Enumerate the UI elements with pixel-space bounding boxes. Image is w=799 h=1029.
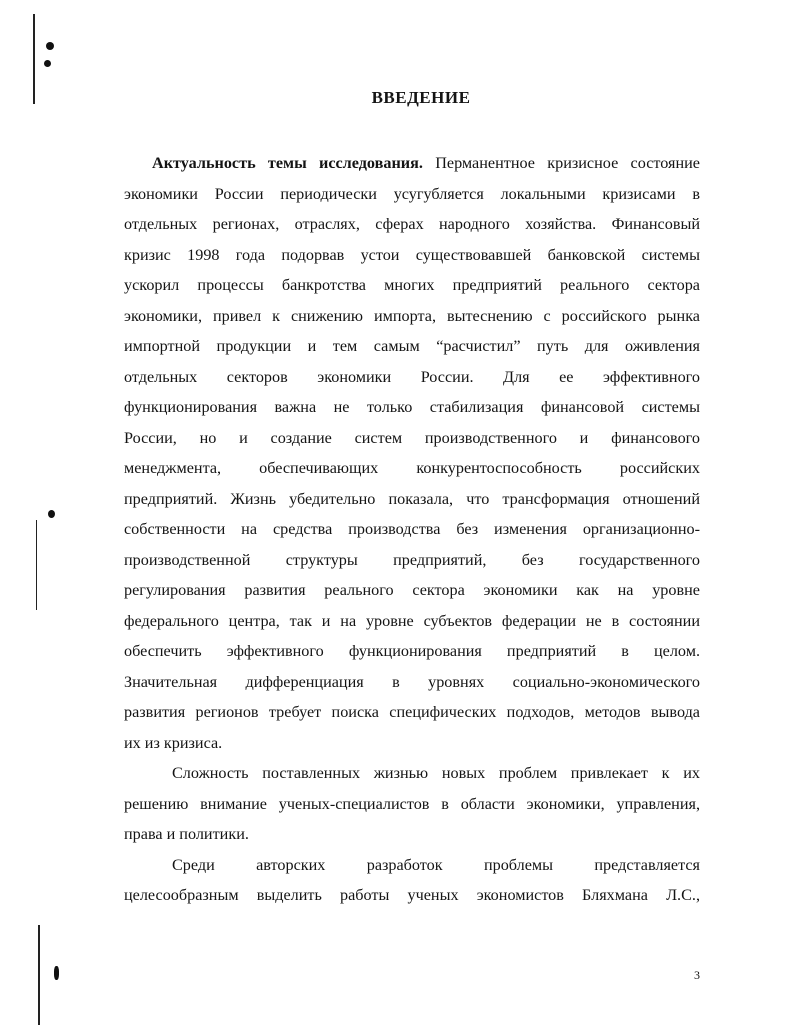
body-text	[124, 148, 700, 911]
text-line: развития регионов требует поиска специфических подходов, методов вывода	[124, 703, 700, 721]
page-title: ВВЕДЕНИЕ	[371, 88, 471, 107]
text-line: целесообразным выделить работы ученых экономистов Бляхмана Л.С.,	[124, 886, 700, 904]
scan-blot	[48, 510, 55, 518]
text-line: менеджмента, обеспечивающих конкурентоспособность российских	[124, 459, 700, 477]
scan-blot	[44, 60, 51, 67]
text-line: Среди авторских разработок проблемы представляется	[172, 855, 700, 874]
text-line: экономики России периодически усугубляется локальными кризисами в	[124, 184, 700, 203]
text-line: кризис 1998 года подорвав устои существовавшей банковской системы	[124, 245, 700, 264]
scan-edge-mark	[38, 925, 40, 1025]
text-line: отдельных секторов экономики России. Для ее эффективного	[124, 367, 700, 386]
text-line: производственной структуры предприятий, без государственного	[124, 550, 700, 569]
text-line: федерального центра, так и на уровне субъектов федерации не в состоянии	[124, 611, 700, 630]
scan-edge-mark	[36, 520, 37, 610]
text-line: обеспечить эффективного функционирования предприятий в целом.	[124, 642, 700, 660]
text-line: ускорил процессы банкротства многих предприятий реального сектора	[124, 276, 700, 294]
text-line: их из кризиса.	[124, 733, 223, 752]
text-line: импортной продукции и тем самым “расчистил” путь для оживления	[124, 337, 700, 355]
text-line: предприятий. Жизнь убедительно показала, что трансформация отношений	[124, 489, 700, 508]
text-line: Значительная дифференциация в уровнях социально-экономического	[124, 672, 700, 691]
text-line: Актуальность темы исследования. Перманентное кризисное состояние	[152, 154, 700, 172]
page-number: 3	[694, 968, 700, 982]
text-line: собственности на средства производства без изменения организационно-	[124, 520, 700, 538]
scan-blot	[46, 42, 54, 50]
text-line: регулирования развития реального сектора экономики как на уровне	[124, 581, 700, 599]
scan-blot	[54, 966, 59, 980]
text-line: отдельных регионах, отраслях, сферах народного хозяйства. Финансовый	[124, 215, 700, 233]
text-line: функционирования важна не только стабилизация финансовой системы	[124, 398, 700, 416]
text-line: Сложность поставленных жизнью новых проблем привлекает к их	[172, 764, 700, 782]
text-line: России, но и создание систем производственного и финансового	[124, 428, 700, 447]
text-line: решению внимание ученых-специалистов в области экономики, управления,	[124, 794, 700, 813]
text-line: права и политики.	[124, 825, 249, 843]
paragraph-lead: Актуальность темы исследования.	[152, 154, 423, 172]
text-line: экономики, привел к снижению импорта, вытеснению с российского рынка	[124, 306, 700, 325]
